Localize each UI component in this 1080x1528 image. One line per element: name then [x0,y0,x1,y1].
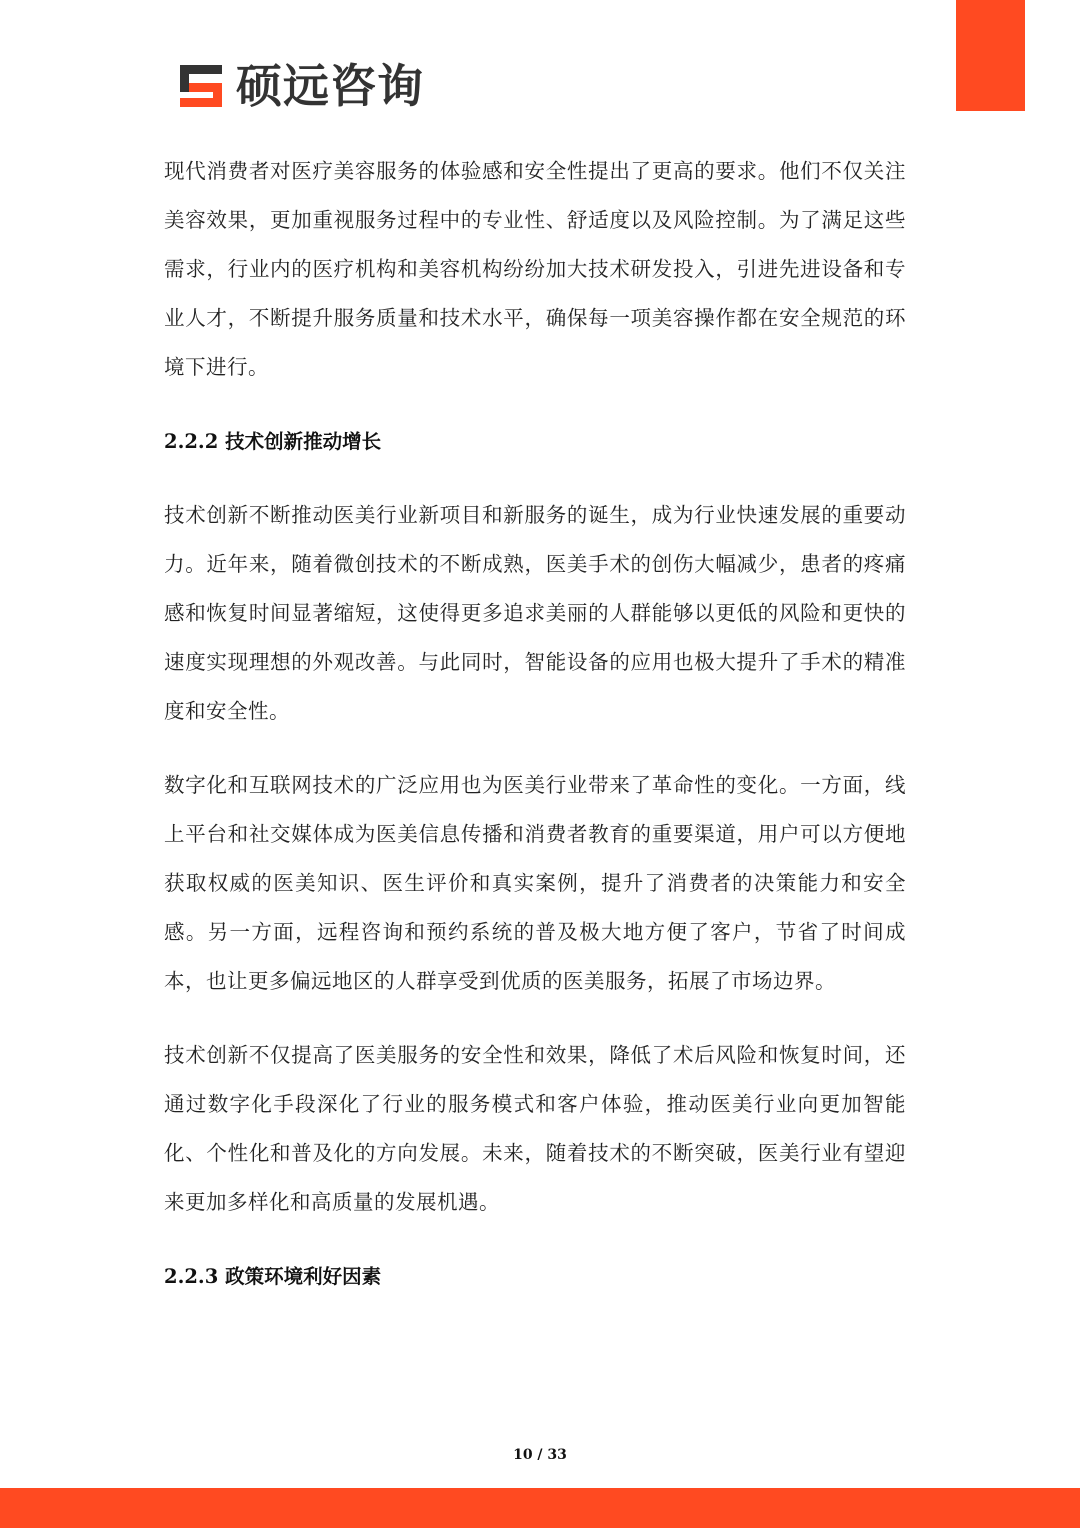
section-heading-2-2-2: 2.2.2 技术创新推动增长 [164,430,382,453]
paragraph-digitalization: 数字化和互联网技术的广泛应用也为医美行业带来了革命性的变化。一方面，线上平台和社交媒体成为医美信息传播和消费者教育的重要渠道，用户可以方便地获取权威的医美知识、医生评价和真实案例，提升了消费者的决策能力和安全感。另一方面，远程咨询和预约系统的普及极大地方便了客户，节省了时间成本，也让更多偏远地区的人群享受到优质的医美服务，拓展了市场边界。 [164,773,906,993]
paragraph-innovation-summary: 技术创新不仅提高了医美服务的安全性和效果，降低了术后风险和恢复时间，还通过数字化手段深化了行业的服务模式和客户体验，推动医美行业向更加智能化、个性化和普及化的方向发展。未来，随着技术的不断突破，医美行业有望迎来更加多样化和高质量的发展机遇。 [164,1043,906,1214]
paragraph-tech-innovation: 技术创新不断推动医美行业新项目和新服务的诞生，成为行业快速发展的重要动力。近年来，随着微创技术的不断成熟，医美手术的创伤大幅减少，患者的疼痛感和恢复时间显著缩短，这使得更多追求美丽的人群能够以更低的风险和更快的速度实现理想的外观改善。与此同时，智能设备的应用也极大提升了手术的精准度和安全性。 [164,503,906,723]
page-number: 10 / 33 [513,1447,567,1463]
document-body [164,147,906,1301]
company-logo [176,58,424,114]
section-heading-2-2-3: 2.2.3 政策环境利好因素 [164,1265,382,1288]
paragraph-consumer-demand: 现代消费者对医疗美容服务的体验感和安全性提出了更高的要求。他们不仅关注美容效果，更加重视服务过程中的专业性、舒适度以及风险控制。为了满足这些需求，行业内的医疗机构和美容机构纷纷加大技术研发投入，引进先进设备和专业人才，不断提升服务质量和技术水平，确保每一项美容操作都在安全规范的环境下进行。 [164,159,906,379]
footer-accent-bar [0,1488,1080,1528]
company-name: 硕远咨询 [236,59,424,113]
corner-accent-tab [956,0,1025,111]
s-shaped-logo-icon [176,61,226,111]
